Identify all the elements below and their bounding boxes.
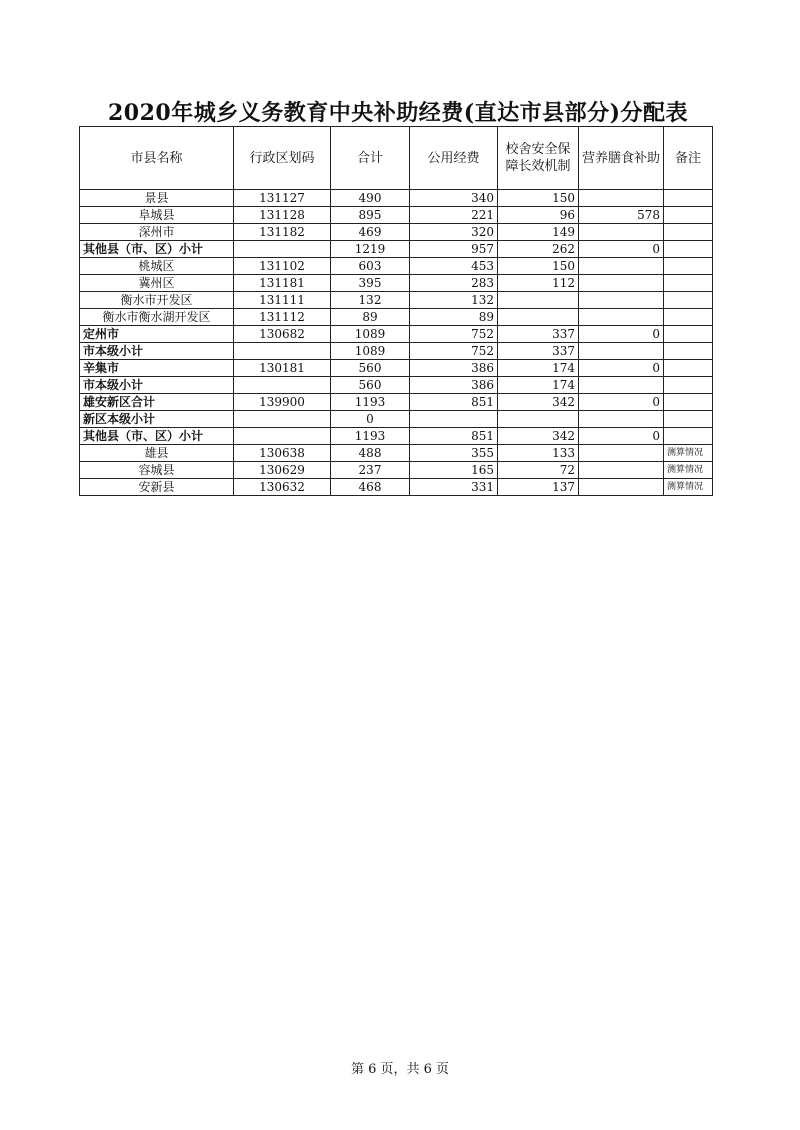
row-safety-cell: 133 (498, 445, 579, 462)
row-name-cell: 冀州区 (80, 275, 234, 292)
row-note-cell: 测算情况 (664, 462, 713, 479)
row-code-cell: 130629 (234, 462, 331, 479)
row-safety-cell: 150 (498, 190, 579, 207)
row-total-cell: 560 (331, 360, 410, 377)
row-safety-cell: 174 (498, 360, 579, 377)
row-name-cell: 衡水市开发区 (80, 292, 234, 309)
table-row (80, 309, 713, 326)
row-safety-cell: 149 (498, 224, 579, 241)
column-header-public: 公用经费 (410, 127, 498, 190)
row-public-cell: 221 (410, 207, 498, 224)
row-safety-cell: 262 (498, 241, 579, 258)
row-total-cell: 89 (331, 309, 410, 326)
row-note-cell (664, 224, 713, 241)
row-public-cell: 851 (410, 428, 498, 445)
table-row (80, 224, 713, 241)
row-total-cell: 1193 (331, 428, 410, 445)
row-total-cell: 1193 (331, 394, 410, 411)
row-name-cell: 其他县（市、区）小计 (80, 241, 234, 258)
row-safety-cell: 72 (498, 462, 579, 479)
row-name-cell: 新区本级小计 (80, 411, 234, 428)
row-name-cell: 桃城区 (80, 258, 234, 275)
column-header-total: 合计 (331, 127, 410, 190)
row-code-cell: 131128 (234, 207, 331, 224)
row-note-cell (664, 411, 713, 428)
row-nutrition-cell (579, 343, 664, 360)
table-row (80, 360, 713, 377)
row-safety-cell: 150 (498, 258, 579, 275)
row-total-cell: 468 (331, 479, 410, 496)
row-code-cell (234, 241, 331, 258)
row-code-cell: 131112 (234, 309, 331, 326)
row-public-cell: 453 (410, 258, 498, 275)
allocation-table (79, 126, 713, 496)
row-name-cell: 安新县 (80, 479, 234, 496)
row-code-cell (234, 411, 331, 428)
row-total-cell: 0 (331, 411, 410, 428)
row-nutrition-cell: 578 (579, 207, 664, 224)
column-header-nutrition: 营养膳食补助 (579, 127, 664, 190)
row-total-cell: 490 (331, 190, 410, 207)
row-public-cell: 752 (410, 343, 498, 360)
row-note-cell (664, 241, 713, 258)
row-code-cell (234, 377, 331, 394)
table-row (80, 326, 713, 343)
row-code-cell: 139900 (234, 394, 331, 411)
row-note-cell (664, 428, 713, 445)
row-nutrition-cell (579, 224, 664, 241)
row-note-cell (664, 343, 713, 360)
row-nutrition-cell (579, 190, 664, 207)
row-public-cell: 132 (410, 292, 498, 309)
row-public-cell: 386 (410, 377, 498, 394)
row-note-cell (664, 309, 713, 326)
table-row (80, 207, 713, 224)
row-total-cell: 469 (331, 224, 410, 241)
row-code-cell (234, 343, 331, 360)
row-public-cell: 386 (410, 360, 498, 377)
row-name-cell: 雄县 (80, 445, 234, 462)
row-total-cell: 237 (331, 462, 410, 479)
row-total-cell: 132 (331, 292, 410, 309)
row-public-cell: 165 (410, 462, 498, 479)
row-nutrition-cell: 0 (579, 428, 664, 445)
row-public-cell: 851 (410, 394, 498, 411)
row-note-cell: 测算情况 (664, 479, 713, 496)
row-note-cell: 测算情况 (664, 445, 713, 462)
row-nutrition-cell (579, 309, 664, 326)
table-row (80, 462, 713, 479)
table-row (80, 445, 713, 462)
row-safety-cell: 174 (498, 377, 579, 394)
row-nutrition-cell: 0 (579, 326, 664, 343)
table-row (80, 190, 713, 207)
row-total-cell: 560 (331, 377, 410, 394)
row-name-cell: 衡水市衡水湖开发区 (80, 309, 234, 326)
row-nutrition-cell: 0 (579, 241, 664, 258)
row-nutrition-cell (579, 258, 664, 275)
table-row (80, 411, 713, 428)
row-code-cell: 130682 (234, 326, 331, 343)
row-total-cell: 1219 (331, 241, 410, 258)
row-total-cell: 395 (331, 275, 410, 292)
row-safety-cell: 342 (498, 428, 579, 445)
row-name-cell: 雄安新区合计 (80, 394, 234, 411)
row-nutrition-cell: 0 (579, 360, 664, 377)
row-name-cell: 景县 (80, 190, 234, 207)
row-total-cell: 488 (331, 445, 410, 462)
row-note-cell (664, 275, 713, 292)
table-row (80, 428, 713, 445)
row-public-cell: 283 (410, 275, 498, 292)
table-row (80, 479, 713, 496)
row-public-cell: 331 (410, 479, 498, 496)
row-name-cell: 市本级小计 (80, 343, 234, 360)
table-body (80, 190, 713, 496)
row-nutrition-cell (579, 411, 664, 428)
table-header-row (80, 127, 713, 190)
table-row (80, 258, 713, 275)
row-note-cell (664, 258, 713, 275)
row-nutrition-cell (579, 377, 664, 394)
row-public-cell: 89 (410, 309, 498, 326)
row-public-cell: 957 (410, 241, 498, 258)
row-code-cell: 131127 (234, 190, 331, 207)
row-total-cell: 603 (331, 258, 410, 275)
row-safety-cell: 337 (498, 326, 579, 343)
row-nutrition-cell (579, 479, 664, 496)
table-row (80, 343, 713, 360)
row-name-cell: 阜城县 (80, 207, 234, 224)
row-name-cell: 市本级小计 (80, 377, 234, 394)
row-safety-cell (498, 411, 579, 428)
row-note-cell (664, 360, 713, 377)
table-row (80, 241, 713, 258)
row-safety-cell (498, 309, 579, 326)
row-note-cell (664, 207, 713, 224)
table-row (80, 292, 713, 309)
row-safety-cell: 96 (498, 207, 579, 224)
row-note-cell (664, 190, 713, 207)
row-public-cell: 340 (410, 190, 498, 207)
row-total-cell: 895 (331, 207, 410, 224)
table-row (80, 275, 713, 292)
row-nutrition-cell: 0 (579, 394, 664, 411)
row-code-cell: 131111 (234, 292, 331, 309)
row-safety-cell: 342 (498, 394, 579, 411)
row-code-cell (234, 428, 331, 445)
row-public-cell (410, 411, 498, 428)
column-header-safety: 校舍安全保障长效机制 (498, 127, 579, 190)
row-note-cell (664, 377, 713, 394)
row-safety-cell: 137 (498, 479, 579, 496)
row-name-cell: 深州市 (80, 224, 234, 241)
row-note-cell (664, 394, 713, 411)
row-nutrition-cell (579, 462, 664, 479)
row-public-cell: 320 (410, 224, 498, 241)
row-safety-cell: 112 (498, 275, 579, 292)
row-code-cell: 131181 (234, 275, 331, 292)
table-row (80, 394, 713, 411)
row-nutrition-cell (579, 275, 664, 292)
row-code-cell: 130632 (234, 479, 331, 496)
row-name-cell: 辛集市 (80, 360, 234, 377)
row-public-cell: 752 (410, 326, 498, 343)
row-nutrition-cell (579, 292, 664, 309)
row-note-cell (664, 292, 713, 309)
row-note-cell (664, 326, 713, 343)
row-code-cell: 131182 (234, 224, 331, 241)
row-name-cell: 其他县（市、区）小计 (80, 428, 234, 445)
column-header-note: 备注 (664, 127, 713, 190)
column-header-name: 市县名称 (80, 127, 234, 190)
row-code-cell: 130181 (234, 360, 331, 377)
row-code-cell: 130638 (234, 445, 331, 462)
row-name-cell: 定州市 (80, 326, 234, 343)
page-footer: 第 6 页，共 6 页 (350, 1062, 450, 1077)
row-total-cell: 1089 (331, 343, 410, 360)
row-nutrition-cell (579, 445, 664, 462)
page-title: 2020年城乡义务教育中央补助经费(直达市县部分)分配表 (108, 100, 689, 126)
row-safety-cell: 337 (498, 343, 579, 360)
column-header-code: 行政区划码 (234, 127, 331, 190)
row-total-cell: 1089 (331, 326, 410, 343)
row-code-cell: 131102 (234, 258, 331, 275)
row-public-cell: 355 (410, 445, 498, 462)
row-name-cell: 容城县 (80, 462, 234, 479)
table-row (80, 377, 713, 394)
row-safety-cell (498, 292, 579, 309)
